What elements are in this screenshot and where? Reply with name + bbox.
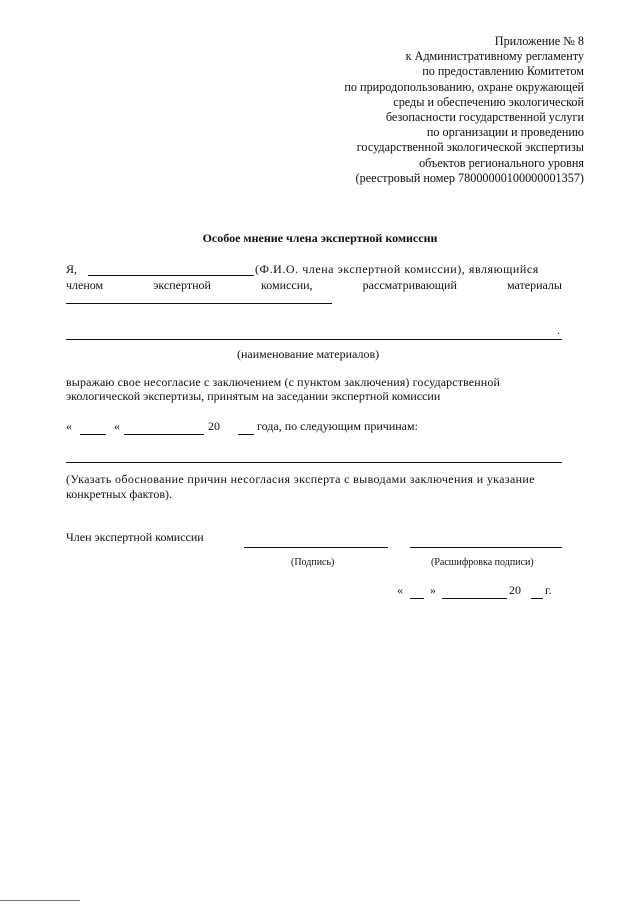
date-quote-close: « [114, 419, 120, 433]
disagreement-text-line-2: экологической экспертизы, принятым на заседании экспертной комиссии [66, 389, 441, 403]
reasons-instruction-line-1: (Указать обоснование причин несогласия эксперта с выводами заключения и указание [66, 472, 535, 486]
appendix-header [264, 34, 584, 186]
date-day-line[interactable] [80, 434, 106, 435]
signature-date-year-prefix: 20 [509, 583, 521, 597]
fio-fill-line[interactable] [88, 275, 254, 276]
appendix-line: по предоставлению Комитетом [422, 64, 584, 79]
word: членом [66, 278, 104, 292]
scan-edge-line [0, 900, 80, 901]
reasons-fill-line[interactable] [66, 462, 562, 463]
signature-line[interactable] [244, 547, 388, 548]
signature-date-month-line[interactable] [442, 598, 507, 599]
signature-caption: (Подпись) [291, 557, 335, 568]
appendix-line: к Административному регламенту [405, 49, 584, 64]
materials-fill-line-1[interactable] [66, 303, 332, 304]
date-year-prefix: 20 [208, 419, 220, 433]
line-end-dot: . [557, 323, 560, 337]
materials-caption: (наименование материалов) [237, 347, 380, 361]
materials-fill-line-2[interactable] [66, 339, 562, 340]
date-quote-open: « [66, 419, 72, 433]
signature-decoding-caption: (Расшифровка подписи) [431, 557, 534, 568]
disagreement-text-line-1: выражаю свое несогласие с заключением (с пунктом заключения) государственной [66, 375, 500, 389]
date-month-line[interactable] [124, 434, 204, 435]
date-row-tail: года, по следующим причинам: [257, 419, 418, 433]
document-title: Особое мнение члена экспертной комиссии [202, 231, 438, 245]
appendix-line: объектов регионального уровня [419, 155, 584, 170]
signature-date-year-suffix: г. [545, 583, 552, 597]
appendix-line: среды и обеспечению экологической [393, 94, 584, 109]
appendix-line: государственной экологической экспертизы [356, 140, 584, 155]
appendix-line: (реестровый номер 78000000100000001357) [355, 170, 584, 185]
member-label: Член экспертной комиссии [66, 530, 204, 544]
signature-decoding-line[interactable] [410, 547, 562, 548]
appendix-line: по природопользованию, охране окружающей [344, 79, 584, 94]
fio-caption-text: (Ф.И.О. члена экспертной комиссии), являющийся [255, 262, 539, 276]
pronoun-label: Я, [66, 262, 78, 276]
word: комиссии, [261, 278, 313, 292]
signature-date-quote-close: » [430, 583, 436, 597]
fio-caption [255, 262, 562, 276]
signature-date-quote-open: « [397, 583, 403, 597]
appendix-line: Приложение № 8 [494, 34, 584, 48]
appendix-line: по организации и проведению [426, 125, 584, 140]
signature-date-year-line[interactable] [531, 598, 543, 599]
date-year-line[interactable] [238, 434, 254, 435]
member-role-row [66, 278, 562, 292]
signature-date-day-line[interactable] [410, 598, 424, 599]
word: рассматривающий [362, 278, 457, 292]
reasons-instruction-line-2: конкретных фактов). [66, 487, 173, 501]
appendix-line: безопасности государственной услуги [385, 110, 584, 125]
word: экспертной [153, 278, 211, 292]
word: материалы [506, 278, 562, 292]
